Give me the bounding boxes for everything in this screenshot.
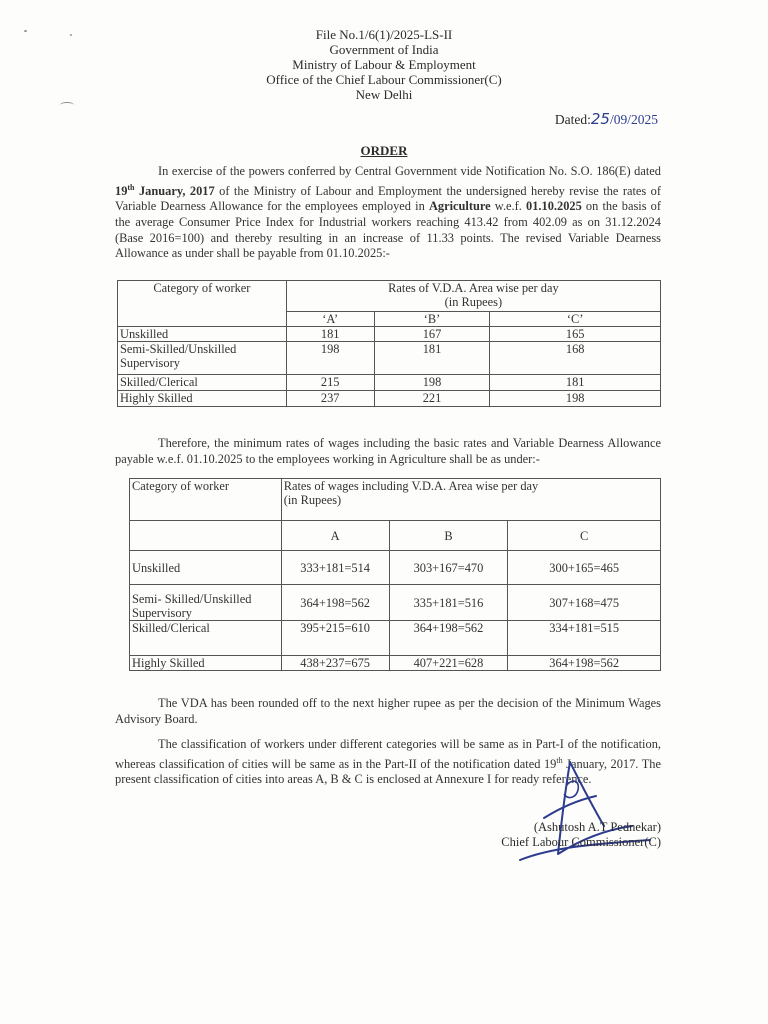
cell-area-b: 181 [374, 342, 490, 375]
cell-area-a: 181 [286, 327, 374, 342]
table2-header-unit: (in Rupees) [283, 493, 342, 507]
date-label: Dated: [554, 112, 591, 127]
cell-area-a: 237 [286, 391, 374, 407]
row-category: Unskilled [118, 327, 287, 342]
table2-col-b: B [389, 521, 508, 551]
para1-text-3: w.e.f. [490, 199, 527, 214]
table1-header-unit: (in Rupees) [444, 295, 503, 309]
para1-text-4: on the basis of the average Consumer Price Index for Industrial workers reaching 413.42 from 402.09 as on 31.12.2024 (Base 2016=100) and thereby resulting in an increase of 11.33 points. The revised Variable Dearness Allowance as under shall be payable from 01.10.2025:- [115, 199, 661, 261]
table-row [118, 327, 661, 342]
cell-area-a: 215 [286, 375, 374, 391]
para1-bold-agriculture: Agriculture [428, 199, 491, 214]
cell-area-b: 335+181=516 [389, 585, 508, 621]
para1-text-2: of the Ministry of Labour and Employment the undersigned hereby revise the rates of Variable Dearness Allowance for the employees employed in [115, 183, 662, 214]
para2-text: Therefore, the minimum rates of wages including the basic rates and Variable Dearness Allowance payable w.e.f. 01.10.2025 to the employees working in Agriculture shall be as under:- [115, 436, 661, 466]
row-category: Semi-Skilled/Unskilled Supervisory [118, 342, 287, 375]
vda-rates-table [117, 280, 661, 407]
table2-col-c: C [508, 521, 661, 551]
header-ministry: Ministry of Labour & Employment [292, 57, 476, 72]
signatory-name: (Ashutosh A.T Pednekar) [533, 820, 661, 834]
cell-area-c: 198 [490, 391, 661, 407]
cell-area-c: 334+181=515 [508, 621, 661, 656]
signatory-designation: Chief Labour Commissioner(C) [501, 835, 661, 849]
cell-area-b: 303+167=470 [389, 551, 508, 585]
paragraph-vda-revision [115, 164, 661, 262]
cell-area-c: 307+168=475 [508, 585, 661, 621]
cell-area-a: 198 [286, 342, 374, 375]
row-category: Highly Skilled [118, 391, 287, 407]
table-row [130, 585, 661, 621]
table2-header-rates [281, 479, 660, 521]
handwritten-day: 25 [590, 110, 610, 128]
table-row [130, 551, 661, 585]
minimum-wages-table [129, 478, 661, 671]
para4-text-2: January, 2017. The present classification of cities into areas A, B & C is enclosed at Annexure I for ready reference. [115, 756, 661, 787]
date-month-year: /09/2025 [609, 112, 658, 127]
row-category: Skilled/Clerical [118, 375, 287, 391]
table-row [118, 375, 661, 391]
table1-col-c: ‘C’ [490, 312, 661, 327]
cell-area-c: 168 [490, 342, 661, 375]
row-category: Skilled/Clerical [130, 621, 282, 656]
table-row [130, 621, 661, 656]
header-government: Government of India [329, 42, 439, 57]
table1-header-rates [286, 281, 660, 312]
row-category: Semi- Skilled/Unskilled Supervisory [130, 585, 282, 621]
table2-header-category: Category of worker [130, 479, 282, 521]
cell-area-b: 221 [374, 391, 490, 407]
order-title: ORDER [360, 143, 408, 158]
document-header [0, 27, 768, 102]
header-office: Office of the Chief Labour Commissioner(C) [266, 72, 502, 87]
cell-area-a: 395+215=610 [281, 621, 389, 656]
cell-area-a: 364+198=562 [281, 585, 389, 621]
cell-area-c: 165 [490, 327, 661, 342]
table-row [130, 656, 661, 671]
cell-area-c: 300+165=465 [508, 551, 661, 585]
para4-text-1: The classification of workers under different categories will be same as in Part-I of the notification, whereas classification of cities will be same as in the Part-II of the notification dated 19 [115, 737, 661, 771]
scan-speck [70, 34, 72, 36]
table2-header-rates-label: Rates of wages including V.D.A. Area wise per day [283, 479, 539, 493]
cell-area-c: 364+198=562 [508, 656, 661, 671]
table1-col-b: ‘B’ [374, 312, 490, 327]
row-category: Highly Skilled [130, 656, 282, 671]
para1-sup: th [127, 182, 135, 192]
file-number: File No.1/6(1)/2025-LS-II [315, 27, 453, 42]
cell-area-b: 407+221=628 [389, 656, 508, 671]
para3-text: The VDA has been rounded off to the next higher rupee as per the decision of the Minimum Wages Advisory Board. [115, 696, 661, 726]
para1-bold-date: 19 [115, 183, 128, 198]
cell-area-b: 198 [374, 375, 490, 391]
cell-area-b: 364+198=562 [389, 621, 508, 656]
cell-area-a: 438+237=675 [281, 656, 389, 671]
cell-area-c: 181 [490, 375, 661, 391]
table1-header-rates-label: Rates of V.D.A. Area wise per day [388, 281, 559, 295]
date-line [555, 110, 658, 128]
cell-area-a: 333+181=514 [281, 551, 389, 585]
para4-sup: th [556, 755, 563, 765]
table1-header-category: Category of worker [118, 281, 287, 327]
para1-bold-effective-date: 01.10.2025 [526, 199, 582, 214]
table1-col-a: ‘A’ [286, 312, 374, 327]
table-row [118, 342, 661, 375]
table2-col-a: A [281, 521, 389, 551]
table2-header-spacer [130, 521, 282, 551]
handwritten-signature-icon [500, 756, 660, 868]
paragraph-rounding-note [115, 696, 661, 727]
row-category: Unskilled [130, 551, 282, 585]
signature-block [501, 820, 661, 850]
cell-area-b: 167 [374, 327, 490, 342]
paragraph-minimum-wages [115, 436, 661, 467]
para1-text-1: In exercise of the powers conferred by Central Government vide Notification No. S.O. 186(E) dated [158, 164, 661, 178]
header-city: New Delhi [355, 87, 413, 102]
scan-speck [24, 30, 27, 32]
para1-bold-date-rest: January, 2017 [134, 183, 215, 198]
scan-mark [60, 102, 74, 108]
table-row [118, 391, 661, 407]
